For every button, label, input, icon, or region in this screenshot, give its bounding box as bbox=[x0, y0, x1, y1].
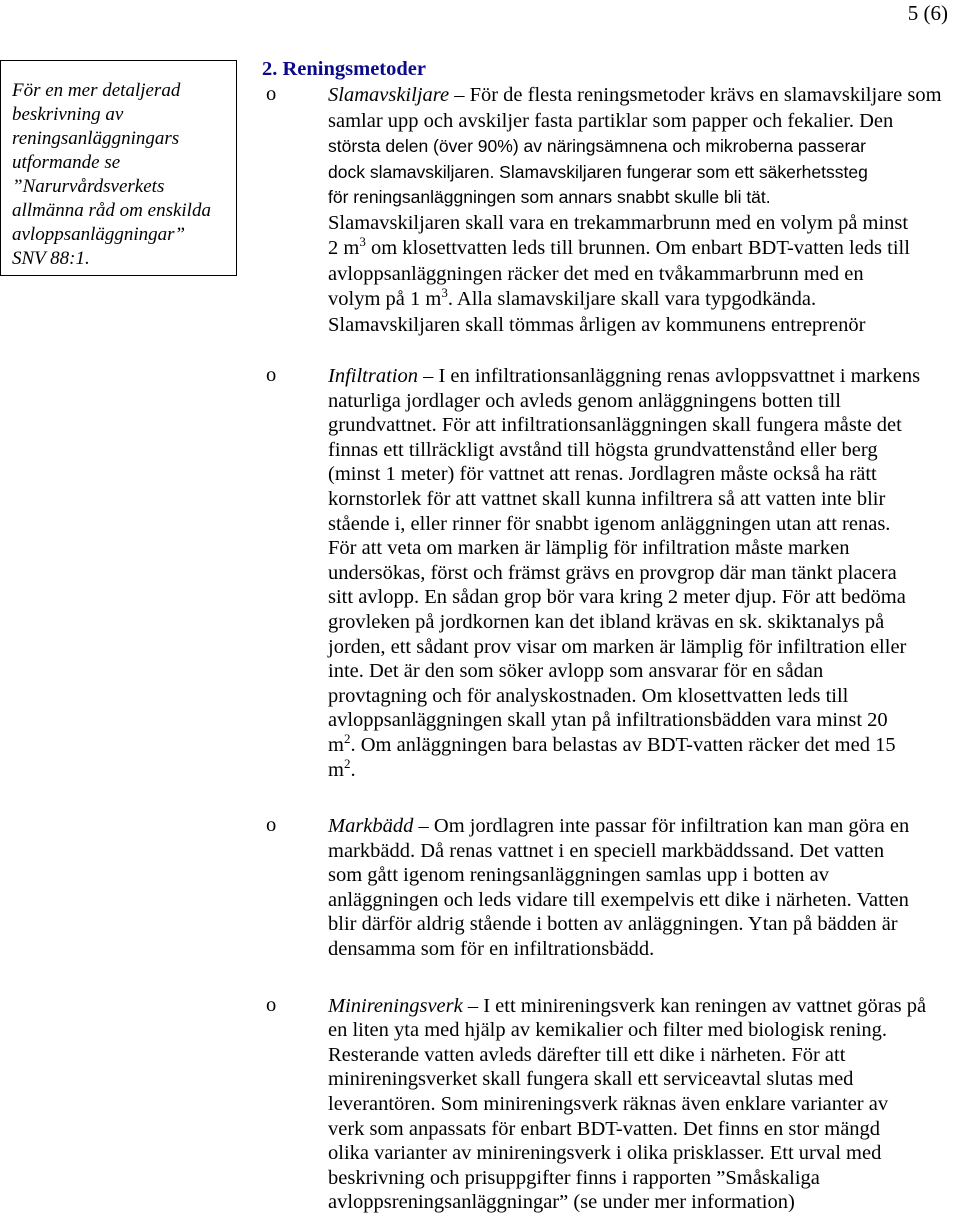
item-text-line: grundvattnet. För att infiltrationsanläggningen skall fungera måste det bbox=[328, 414, 902, 437]
item-text: om klosettvatten leds till brunnen. Om enbart BDT-vatten leds till bbox=[365, 237, 910, 259]
item-text-line: leverantören. Som minireningsverk räknas även enklare varianter av bbox=[328, 1093, 889, 1116]
page-number: 5 (6) bbox=[907, 1, 948, 25]
item-text-line bbox=[328, 730, 942, 758]
list-item-markbadd bbox=[262, 814, 942, 962]
bullet-marker: o bbox=[266, 83, 277, 105]
item-text-line bbox=[328, 364, 942, 389]
bullet-marker: o bbox=[266, 814, 277, 837]
superscript: 3 bbox=[441, 285, 448, 300]
list-item-infiltration bbox=[262, 364, 942, 782]
item-text: – Om jordlagren inte passar för infiltration kan man göra en bbox=[413, 815, 910, 838]
superscript: 2 bbox=[343, 730, 351, 746]
item-text-line: som gått igenom reningsanläggningen samlas upp i botten av bbox=[328, 864, 830, 887]
item-term: Minireningsverk bbox=[328, 994, 463, 1017]
sidebar-line: utformande se bbox=[12, 152, 121, 173]
item-text-line: provtagning och för analyskostnaden. Om klosettvatten leds till bbox=[328, 684, 849, 707]
sidebar-line: För en mer detaljerad bbox=[12, 80, 181, 101]
item-text-line: inte. Det är den som söker avlopp som ansvarar för en sådan bbox=[328, 660, 824, 683]
item-text-line: Slamavskiljaren skall tömmas årligen av kommunens entreprenör bbox=[328, 313, 866, 336]
item-text: – I ett minireningsverk kan reningen av vattnet göras på bbox=[462, 994, 927, 1017]
item-term: Slamavskiljare bbox=[328, 84, 450, 106]
item-text: 2 m bbox=[328, 237, 360, 259]
item-text-line: avloppsanläggningen räcker det med en tvåkammarbrunn med en bbox=[328, 262, 864, 285]
bullet-marker: o bbox=[266, 364, 277, 386]
item-text-line: avloppsreningsanläggningar” (se under mer information) bbox=[328, 1191, 795, 1214]
item-text-line: För att veta om marken är lämplig för infiltration måste marken bbox=[328, 537, 850, 560]
item-text-line: blir därför aldrig stående i botten av anläggningen. Ytan på bädden är bbox=[328, 913, 898, 936]
item-text: . bbox=[350, 758, 356, 781]
item-text-line: undersökas, först och främst grävs en provgrop där man tänkt placera bbox=[328, 561, 897, 584]
item-term: Markbädd bbox=[328, 815, 414, 838]
sidebar-line: avloppsanläggningar” bbox=[12, 224, 186, 245]
sidebar-line: allmänna råd om enskilda bbox=[12, 200, 211, 221]
item-text-line: kornstorlek för att vattnet skall kunna infiltrera så att vatten inte blir bbox=[328, 487, 886, 510]
item-text-line bbox=[328, 287, 942, 313]
list-item-minireningsverk bbox=[262, 994, 942, 1215]
item-text-line: Slamavskiljaren skall vara en trekammarbrunn med en volym på minst bbox=[328, 211, 909, 234]
item-text-line: dock slamavskiljaren. Slamavskiljaren fungerar som ett säkerhetssteg bbox=[328, 161, 868, 182]
item-text-line: finnas ett tillräckligt avstånd till högsta grundvattenstånd eller berg bbox=[328, 438, 878, 461]
item-text-line: en liten yta med hjälp av kemikalier och filter med biologisk rening. bbox=[328, 1019, 888, 1042]
list-item-slamavskiljare bbox=[262, 83, 942, 338]
item-text: – För de flesta reningsmetoder krävs en slamavskiljare som bbox=[449, 84, 942, 106]
item-text-line: densamma som för en infiltrationsbädd. bbox=[328, 938, 655, 961]
item-text-line bbox=[328, 755, 942, 783]
item-text: volym på 1 m bbox=[328, 288, 442, 310]
item-text-line: avloppsanläggningen skall ytan på infiltrationsbädden vara minst 20 bbox=[328, 709, 888, 732]
item-text-line: stående i, eller rinner för snabbt igenom anläggningen utan att renas. bbox=[328, 512, 891, 535]
sidebar-line: beskrivning av bbox=[12, 104, 124, 125]
bullet-marker: o bbox=[266, 993, 277, 1016]
item-text: – I en infiltrationsanläggning renas avloppsvattnet i markens bbox=[417, 365, 921, 387]
item-text-line: grovleken på jordkornen kan det ibland krävas en sk. skiktanalys på bbox=[328, 610, 885, 633]
item-text-line bbox=[328, 814, 942, 839]
sidebar-reference-box bbox=[0, 60, 237, 276]
item-term: Infiltration bbox=[328, 365, 418, 387]
item-text-line: största delen (över 90%) av näringsämnena och mikroberna passerar bbox=[328, 136, 866, 156]
item-text-line: jorden, ett sådant prov visar om marken är lämplig för infiltration eller bbox=[328, 635, 907, 658]
main-content bbox=[262, 57, 942, 1215]
sidebar-line: SNV 88:1. bbox=[12, 248, 90, 269]
item-text-line: samlar upp och avskiljer fasta partiklar som papper och fekalier. Den bbox=[328, 109, 894, 132]
superscript: 3 bbox=[359, 234, 366, 249]
sidebar-line: ”Narurvårdsverkets bbox=[12, 176, 165, 197]
superscript: 2 bbox=[343, 755, 351, 771]
item-text-line: sitt avlopp. En sådan grop bör vara kring 2 meter djup. För att bedöma bbox=[328, 586, 906, 609]
item-text-line: Resterande vatten avleds därefter till ett dike i närheten. För att bbox=[328, 1043, 846, 1066]
item-text-line: (minst 1 meter) för vattnet att renas. Jordlagren måste också ha rätt bbox=[328, 463, 877, 486]
section-heading: 2. Reningsmetoder bbox=[262, 58, 426, 80]
item-text-line: olika varianter av minireningsverk i olika prisklasser. Ett urval med bbox=[328, 1142, 882, 1165]
item-text-line: för reningsanläggningen som annars snabbt skulle bli tät. bbox=[328, 187, 771, 207]
item-text-line: markbädd. Då renas vattnet i en speciell markbäddssand. Det vatten bbox=[328, 839, 885, 862]
sidebar-line: reningsanläggningars bbox=[12, 128, 180, 149]
item-text-line: anläggningen och leds vidare till exempelvis ett dike i närheten. Vatten bbox=[328, 888, 909, 911]
item-text: . Alla slamavskiljare skall vara typgodkända. bbox=[447, 288, 817, 310]
item-text: m bbox=[328, 733, 344, 756]
item-text: m bbox=[328, 758, 344, 781]
item-text-line: minireningsverket skall fungera skall ett serviceavtal slutas med bbox=[328, 1068, 854, 1091]
item-text-line bbox=[328, 236, 942, 262]
item-text-line: verk som anpassats för enbart BDT-vatten. Det finns en stor mängd bbox=[328, 1117, 881, 1140]
item-text: . Om anläggningen bara belastas av BDT-vatten räcker det med 15 bbox=[350, 733, 896, 756]
item-text-line bbox=[328, 83, 942, 109]
item-text-line: beskrivning och prisuppgifter finns i rapporten ”Småskaliga bbox=[328, 1166, 820, 1189]
item-text-line: naturliga jordlager och avleds genom anläggningens botten till bbox=[328, 389, 841, 412]
item-text-line bbox=[328, 994, 942, 1019]
